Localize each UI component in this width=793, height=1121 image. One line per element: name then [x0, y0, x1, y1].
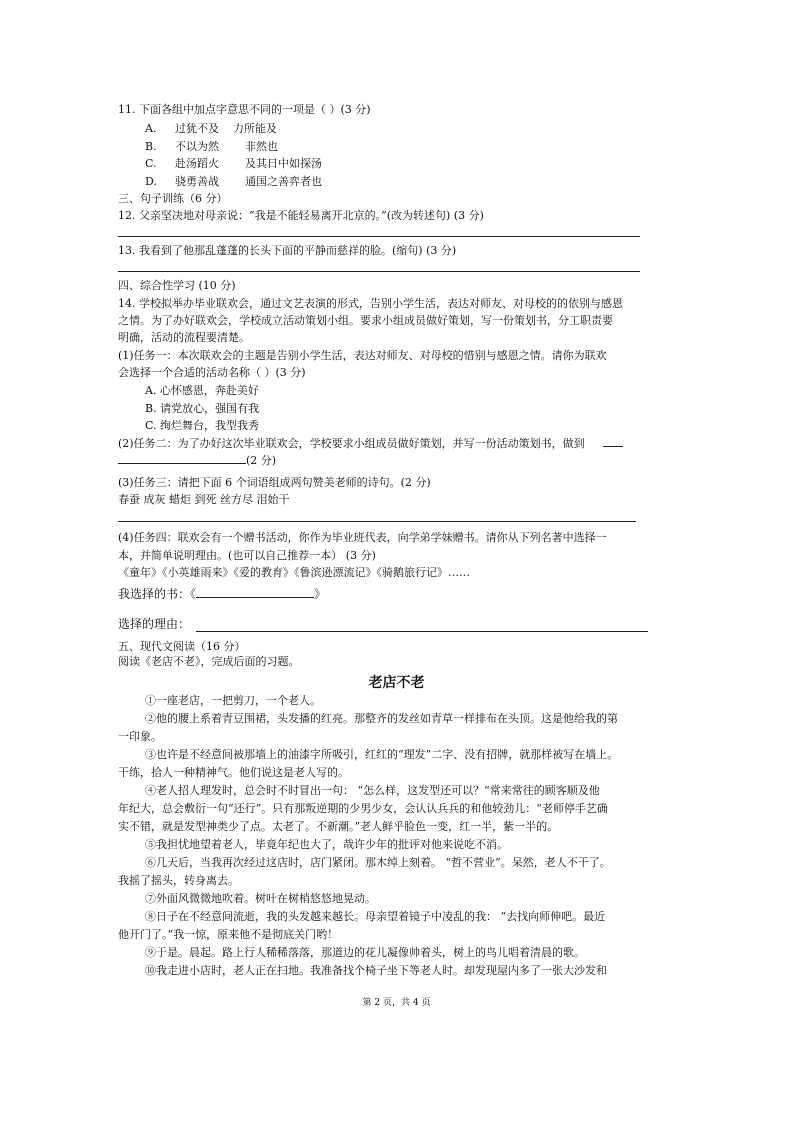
task1-option-a: A. 心怀感恩，奔赴美好: [145, 384, 259, 397]
passage-line: 我摇了摇头，转身离去。: [118, 874, 239, 887]
reading-instruction: 阅读《老店不老》，完成后面的习题。: [118, 655, 300, 668]
passage-line: 干练，拾人一种精神气。他们说这是老人写的。: [118, 766, 349, 779]
passage-line: 他开门了。”我一惊，原来他不是彻底关门哟！: [118, 928, 339, 941]
q11-stem: 11. 下面各组中加点字意思不同的一项是（ ）(3 分): [118, 103, 371, 116]
q14-intro-line: 明确，活动的流程要清楚。: [118, 331, 250, 344]
q14-intro-line: 14. 学校拟举办毕业联欢会，通过文艺表演的形式，告别小学生活，表达对师友、对母校的的依别与感恩: [118, 297, 623, 310]
q12-stem: 12. 父亲坚决地对母亲说：“我是不能轻易离开北京的。”(改为转述句) (3 分): [118, 209, 484, 222]
passage-line: ⑨于是。晨起。路上行人稀稀落落，那道边的花儿凝像帅着头，树上的鸟儿唱着清晨的歌。: [145, 946, 585, 959]
passage-line: ②他的腰上系着青豆围裙，头发播的红亮。那整齐的发丝如青草一样排布在头顶。这是他给我的第: [145, 712, 618, 725]
book-choice: 我选择的书：《 》: [118, 587, 327, 601]
q13-stem: 13. 我看到了他那乱蓬蓬的长头下面的平静而慈祥的脸。(缩句) (3 分): [118, 244, 457, 257]
section-3-heading: 三、句子训练（6 分）: [118, 192, 228, 205]
q11-option-a: A. 过犹不及 力所能及: [145, 122, 277, 135]
q14-task1-line: (1)任务一：本次联欢会的主题是告别小学生活，表达对师友、对母校的惜别与感恩之情。请你为联欢: [118, 349, 607, 362]
passage-line: ⑥几天后，当我再次经过这店时，店门紧闭。那木绰上刻着。 “哲不营业”。呆然，老人不干了。: [145, 856, 611, 869]
q13-answer-line[interactable]: [118, 271, 640, 272]
page-footer: 第 2 页，共 4 页: [362, 998, 431, 1008]
passage-line: ⑧日子在不经意间流逝，我的头发越来越长。母亲望着镜子中凌乱的我： “去找向师伸吧。最近: [145, 910, 606, 923]
passage-line: ①一座老店，一把剪刀，一个老人。: [145, 694, 321, 707]
q11-option-c: C. 赴汤蹈火 及其日中如探汤: [145, 157, 322, 170]
section-4-heading: 四、综合性学习 (10 分): [118, 279, 236, 292]
task1-option-b: B. 请党放心，强国有我: [145, 402, 260, 415]
q12-answer-line[interactable]: [118, 236, 640, 237]
task2-blank-2[interactable]: [118, 463, 246, 464]
q11-option-b: B. 不以为然 非然也: [145, 140, 278, 153]
q14-task4-line: (4)任务四：联欢会有一个赠书活动，你作为毕业班代表，向学弟学妹赠书。请你从下列名著中选择一: [118, 531, 607, 544]
reason-answer-line[interactable]: [196, 631, 648, 632]
task2-blank-1[interactable]: [603, 446, 623, 447]
q14-task2-line: (2 分): [118, 454, 276, 468]
task1-option-c: C. 绚烂舞台，我型我秀: [145, 419, 260, 432]
passage-line: ④老人招人理发时，总会时不时冒出一句： “怎么样，这发型还可以？”常来常往的顾客顺及他: [145, 784, 600, 797]
passage-title: 老店不老: [368, 675, 425, 691]
q14-task1-line: 会选择一个合适的活动名称（ ）(3 分): [118, 366, 306, 379]
section-5-heading: 五、现代文阅读（16 分）: [118, 640, 246, 653]
q14-intro-line: 之情。为了办好联欢会，学校成立活动策划小组。要求小组成员做好策划，写一份策划书，分工职责要: [118, 314, 613, 327]
passage-line: ③也许是不经意间被那墙上的油漆字所吸引，红红的“理发”二字、没有招牌，就那样被写在墙上。: [145, 748, 619, 761]
task3-answer-line[interactable]: [118, 521, 636, 522]
passage-line: ⑩我走进小店时，老人正在扫地。我准备找个椅子坐下等老人时。却发现屋内多了一张大沙发和: [145, 964, 607, 977]
passage-line: ⑤我担忧地望着老人，毕竟年纪也大了，哉许少年的批评对他来说吃不消。: [145, 838, 508, 851]
q11-option-d: D. 骁勇善战 通国之善弈者也: [145, 175, 322, 188]
book-choice-blank[interactable]: [196, 597, 314, 598]
book-list: 《童年》《小英雄雨来》《爱的教育》《鲁滨逊漂流记》《骑鹅旅行记》……: [118, 566, 470, 579]
passage-line: 实不错，就是发型神类少了点。太老了。不新潮。”老人鲜乎脸色一变，红一半，紫一半的。: [118, 820, 559, 833]
task3-words: 春蚕 成灰 蜡炬 到死 丝方尽 泪始干: [118, 493, 290, 506]
q14-task3-line: (3)任务三：请把下面 6 个词语组成两句赞美老师的诗句。(2 分): [118, 476, 431, 489]
passage-line: ⑦外面风微微地吹着。树叶在树梢悠悠地晃动。: [145, 892, 376, 905]
reason-label: 选择的理由：: [118, 617, 191, 631]
q14-task2-line: (2)任务二：为了办好这次毕业联欢会，学校要求小组成员做好策划，并写一份活动策划书，做到: [118, 437, 623, 451]
q14-task4-line: 本，并简单说明理由。(也可以自己推荐一本） (3 分): [118, 549, 376, 562]
passage-line: 年纪大，总会敷衍一句“还行”。只有那叛逆期的少男少女，会认认兵兵的和他较劲儿：“老师停手艺确: [118, 802, 608, 815]
passage-line: 一印象。: [118, 730, 162, 743]
